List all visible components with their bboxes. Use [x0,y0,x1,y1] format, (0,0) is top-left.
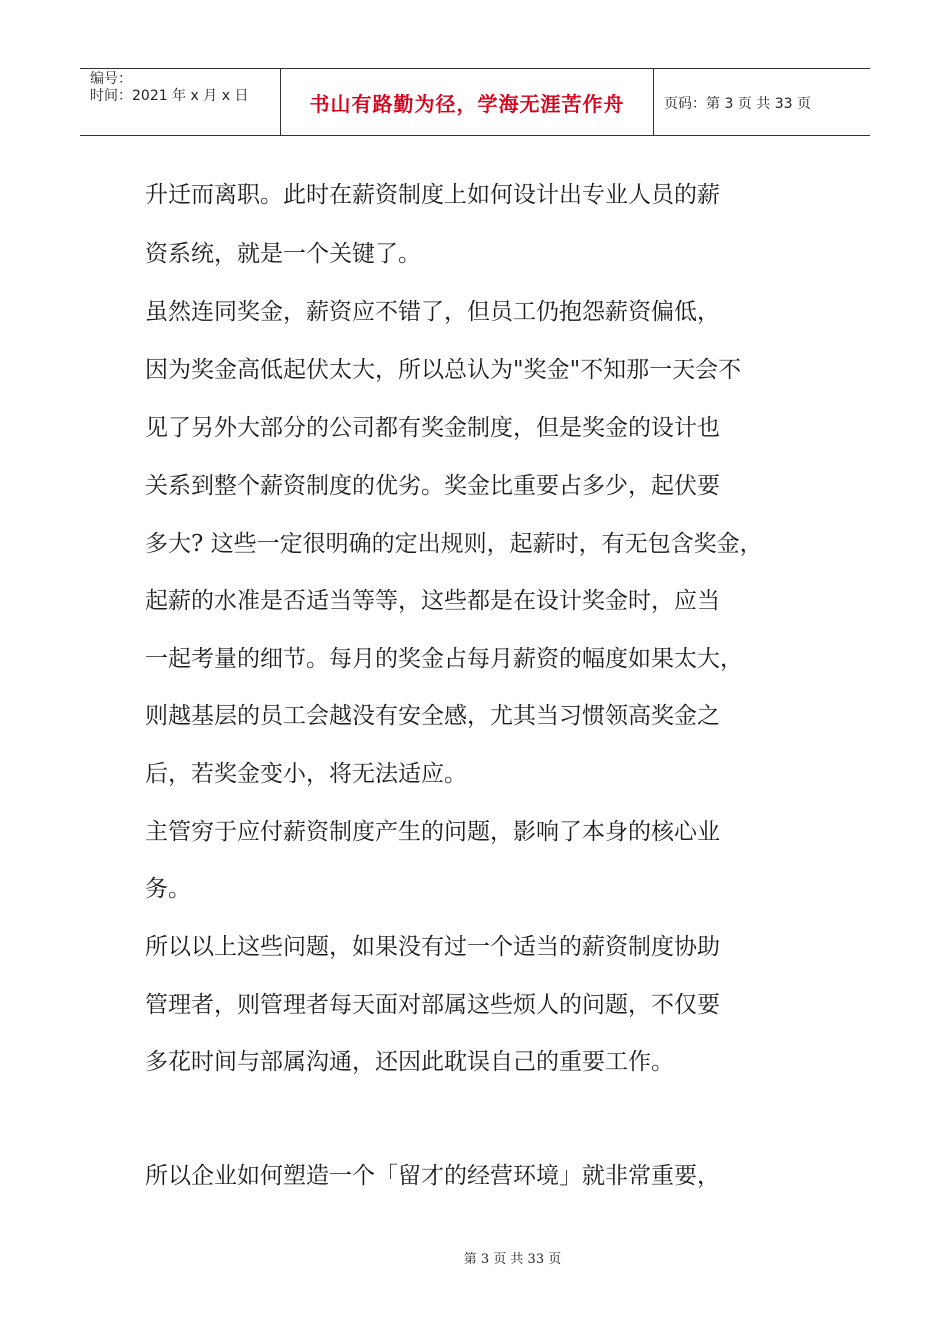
body-line: 因为奖金高低起伏太大，所以总认为"奖金"不知那一天会不 [145,357,742,383]
page-header [80,68,870,136]
document-date: 时间：2021 年 x 月 x 日 [90,88,249,104]
document-code-label: 编号： [90,71,132,87]
body-line: 主管穷于应付薪资制度产生的问题，影响了本身的核心业 [145,819,720,845]
page-footer: 第 3 页 共 33 页 [463,1252,562,1267]
body-line: 虽然连同奖金，薪资应不错了，但员工仍抱怨薪资偏低， [145,299,720,325]
header-page-info: 页码：第 3 页 共 33 页 [664,95,811,112]
body-line: 见了另外大部分的公司都有奖金制度，但是奖金的设计也 [145,415,720,441]
body-line: 所以以上这些问题，如果没有过一个适当的薪资制度协助 [145,934,720,960]
body-line: 一起考量的细节。每月的奖金占每月薪资的幅度如果太大， [145,646,743,672]
body-line: 多大? 这些一定很明确的定出规则，起薪时，有无包含奖金， [145,531,763,557]
header-meta [80,69,281,136]
body-line: 则越基层的员工会越没有安全感，尤其当习惯领高奖金之 [145,703,720,729]
body-line: 资系统，就是一个关键了。 [145,241,421,267]
body-line: 所以企业如何塑造一个「留才的经营环境」就非常重要， [145,1163,720,1189]
body-line: 后，若奖金变小，将无法适应。 [145,761,467,787]
body-line: 升迁而离职。此时在薪资制度上如何设计出专业人员的薪 [145,182,720,208]
body-line: 多花时间与部属沟通，还因此耽误自己的重要工作。 [145,1049,674,1075]
body-line: 管理者，则管理者每天面对部属这些烦人的问题，不仅要 [145,992,720,1018]
body-line: 起薪的水准是否适当等等，这些都是在设计奖金时，应当 [145,588,720,614]
header-motto: 书山有路勤为径，学海无涯苦作舟 [281,69,654,136]
body-line: 务。 [145,876,191,902]
body-line: 关系到整个薪资制度的优劣。奖金比重要占多少，起伏要 [145,473,720,499]
